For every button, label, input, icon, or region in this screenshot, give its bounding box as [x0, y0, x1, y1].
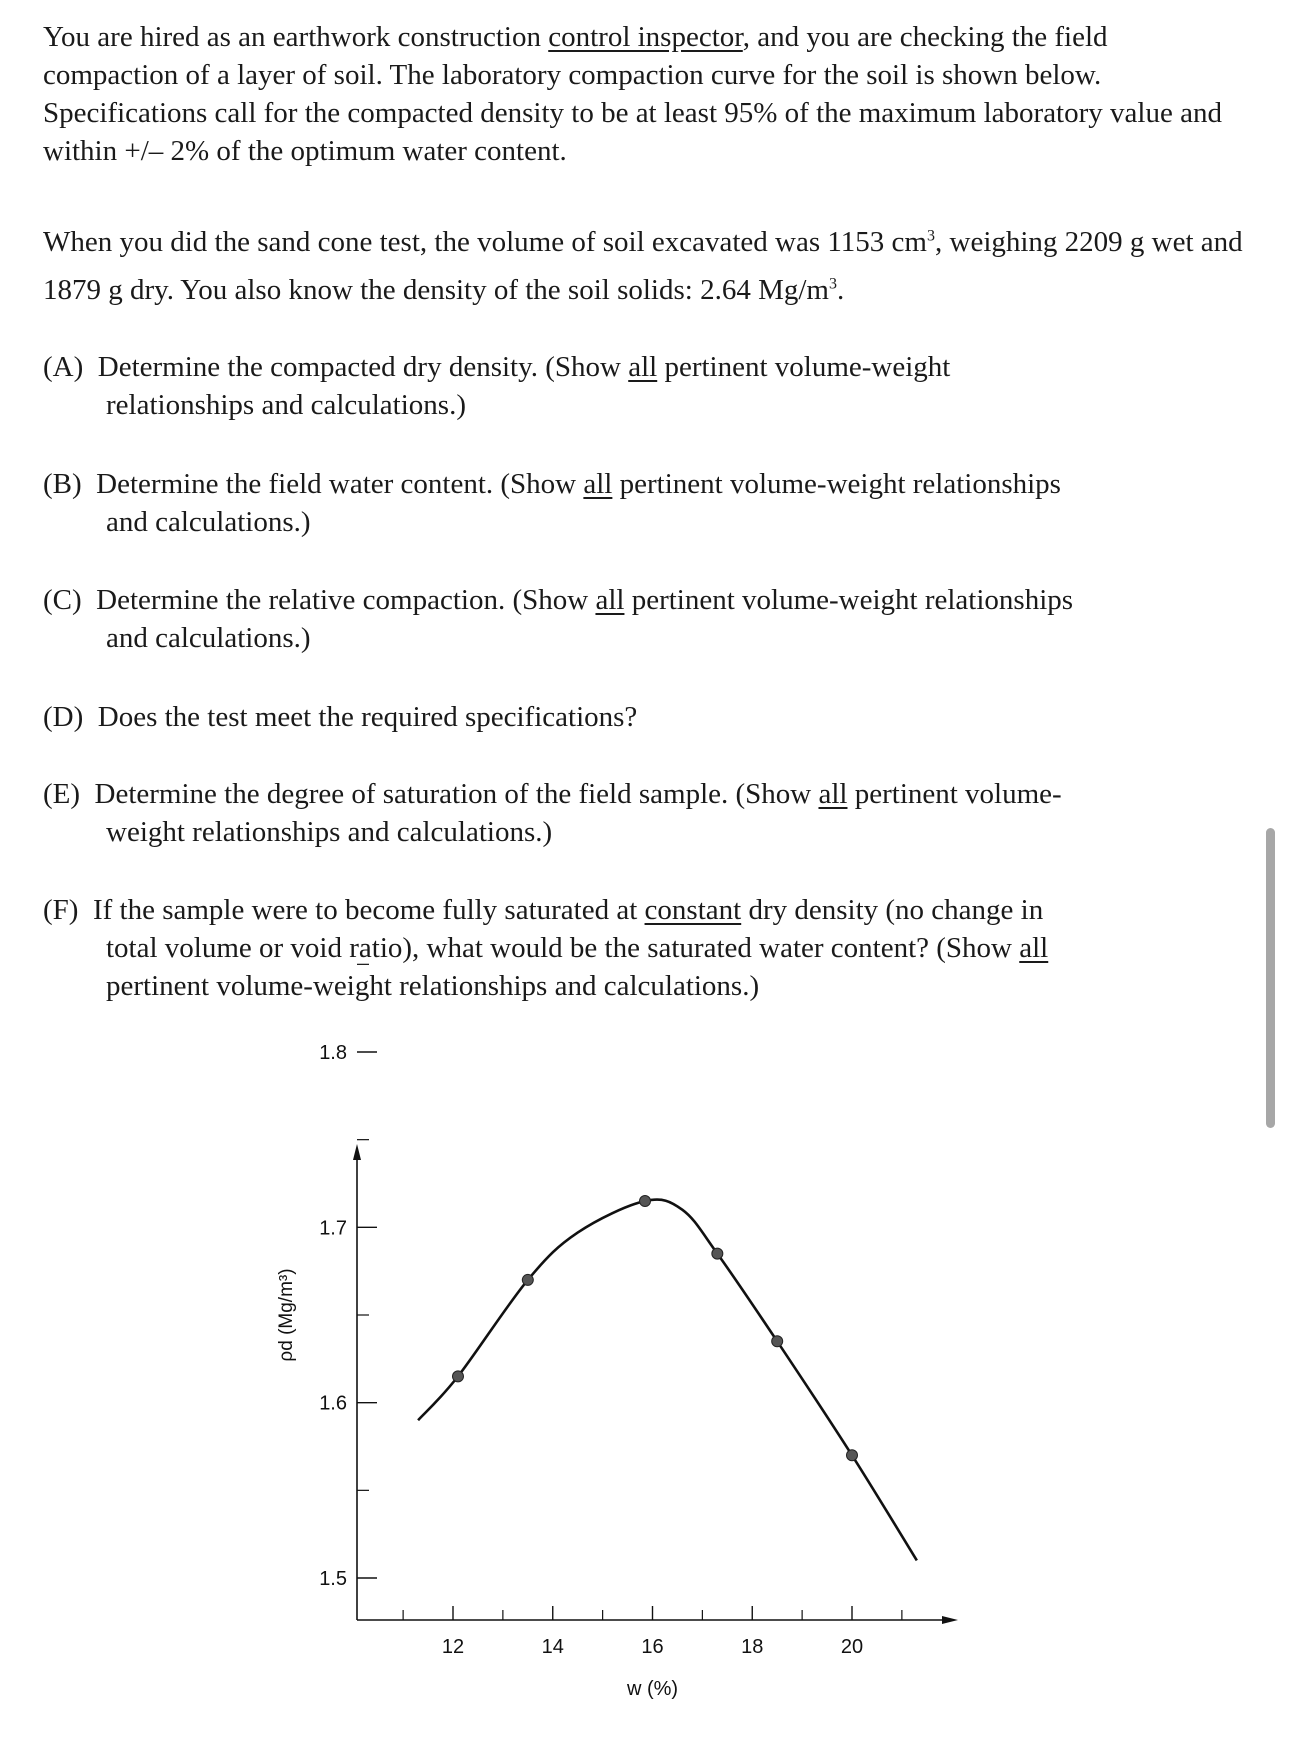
data-point [452, 1371, 463, 1382]
x-axis-arrow [942, 1616, 958, 1624]
question-label: (B) [43, 468, 82, 500]
question-emphasis: all [1019, 932, 1049, 964]
y-axis-arrow [353, 1144, 361, 1160]
y-tick-label: 1.7 [319, 1217, 347, 1240]
question-cont-text: total volume or void ratio), what would be the saturated water content? (Show [106, 932, 1020, 964]
question-text: Determine the field water content. (Show [96, 468, 584, 500]
test-text-cont: , weighing 2209 g wet and 1879 g dry. You also know the density of the soil solids: 2.64 Mg/m [43, 226, 1243, 306]
question-emphasis: all [595, 584, 625, 616]
superscript: 3 [927, 227, 935, 245]
superscript: 3 [828, 275, 837, 293]
y-tick-label: 1.6 [319, 1392, 347, 1415]
x-tick-label: 12 [441, 1636, 465, 1658]
y-tick-label: 1.5 [319, 1568, 347, 1590]
data-point [640, 1196, 651, 1207]
x-tick-label: 16 [641, 1636, 664, 1658]
question-text-cont: pertinent volume-weight relationships [612, 468, 1061, 500]
question-emphasis: constant [644, 894, 742, 926]
question-text-cont: pertinent volume-weight relationships [624, 584, 1074, 616]
compaction-curve-line [418, 1200, 917, 1561]
question-label: (C) [43, 584, 82, 616]
question-continuation-2: pertinent volume-weight relationships and calculations.) [106, 970, 760, 1002]
question-text-cont: pertinent volume-weight [657, 351, 951, 383]
y-axis-label: ρd (Mg/m³) [276, 1268, 297, 1362]
question-continuation: and calculations.) [106, 506, 311, 538]
chart-labels [276, 1042, 863, 1700]
chart-curve [418, 1200, 917, 1561]
question-emphasis: all [583, 468, 613, 500]
x-tick-label: 20 [840, 1636, 864, 1658]
test-text: When you did the sand cone test, the volume of soil excavated was 1153 cm [43, 226, 927, 258]
test-text-end: . [836, 274, 845, 306]
data-point [522, 1274, 533, 1285]
x-tick-label: 14 [541, 1636, 564, 1658]
intro-text: You are hired as an earthwork construction [43, 21, 549, 53]
chart-points [452, 1196, 857, 1461]
data-point [712, 1248, 723, 1259]
y-tick-label: 1.8 [319, 1042, 347, 1064]
intro-text-cont: , and you are checking the field compaction of a layer of soil. The laboratory compaction curve for the soil is shown below. Specifications call for the compacted density to be at least 95% of the maximum laboratory value and within +/– 2% of the optimum water content. [43, 21, 1222, 167]
question-text: Determine the compacted dry density. (Show [97, 351, 629, 383]
chart-axes [353, 1144, 958, 1624]
question-continuation: relationships and calculations.) [106, 389, 466, 421]
question-emphasis: all [818, 778, 848, 810]
question-label: (F) [43, 894, 79, 926]
data-point [772, 1336, 783, 1347]
question-text: If the sample were to become fully saturated at [92, 894, 645, 926]
question-continuation: and calculations.) [106, 622, 311, 654]
x-axis-label: w (%) [626, 1678, 679, 1700]
chart-ticks [357, 964, 902, 1620]
x-tick-label: 18 [741, 1636, 764, 1658]
data-point [847, 1450, 858, 1461]
control-inspector-link[interactable]: control inspector [548, 21, 743, 53]
question-text: Determine the relative compaction. (Show [96, 584, 596, 616]
question-label: (E) [43, 778, 81, 810]
question-emphasis: all [628, 351, 658, 383]
question-label: (A) [43, 351, 84, 383]
question-label: (D) [43, 701, 84, 733]
question-text-cont: pertinent volume- [847, 778, 1062, 810]
question-text: Determine the degree of saturation of the field sample. (Show [94, 778, 819, 810]
question-text-cont: dry density (no change in [741, 894, 1044, 926]
question-continuation: weight relationships and calculations.) [106, 816, 553, 848]
question-text: Does the test meet the required specifications? [97, 701, 638, 733]
